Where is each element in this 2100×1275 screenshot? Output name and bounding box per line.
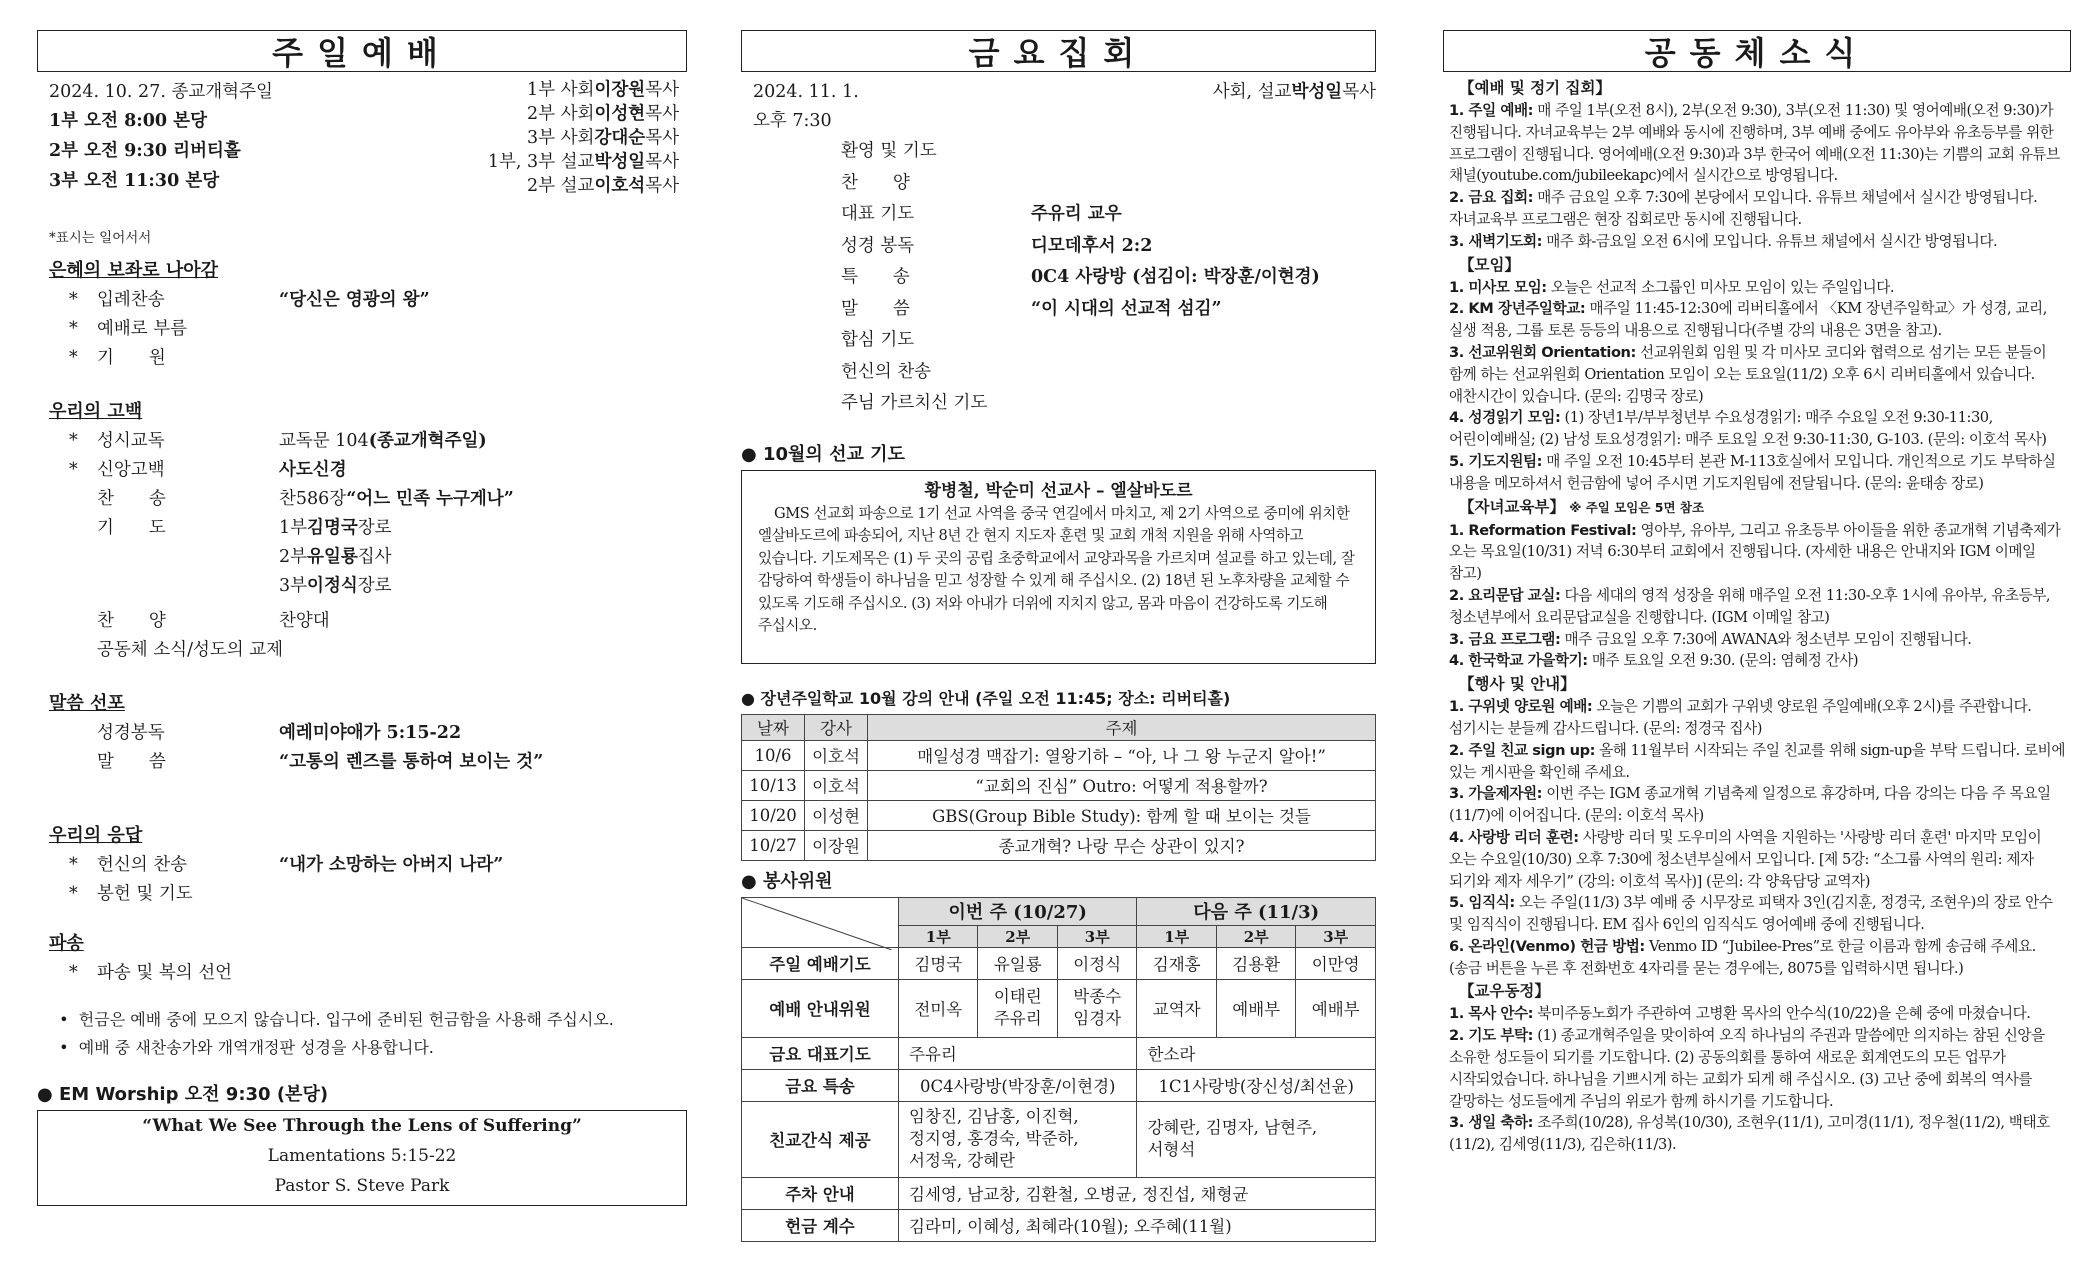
table-row: 친교간식 제공 임창진, 김남홍, 이진혁, 정지영, 홍경숙, 박준하, 서정욱, 강혜란 강혜란, 김명자, 남현주, 서형석 — [742, 1101, 1376, 1177]
notes — [49, 1006, 687, 1062]
news-item: 4. 성경읽기 모임: (1) 장년1부/부부청년부 수요성경읽기: 매주 수요일 오전 9:30-11:30, 어린이예배실; (2) 남성 토요성경읽기: 매주 토요일 오전 9:30-11:30, G-103. (문의: 이호석 목사) — [1449, 409, 2047, 449]
section-heading: 우리의 응답 — [49, 825, 143, 846]
news-item: 3. 생일 축하: 조주희(10/28), 유성복(10/30), 조현우(11/1), 고미경(11/1), 정우철(11/2), 백태호(11/2), 김세영(11/3), 김은하(11/3). — [1449, 1114, 2050, 1154]
officiant: 2부 사회 이성현 목사 — [527, 104, 679, 124]
order-item: 특 송 0C4 사랑방 (섬김이: 박장훈/이현경) — [841, 267, 1320, 287]
table-row: 10/6 이호석 매일성경 맥잡기: 열왕기하 – “아, 나 그 왕 누군지 알아!” — [742, 740, 1376, 770]
service-title: ● 봉사위원 — [741, 870, 833, 892]
news-section-heading: 【모임】 — [1459, 255, 1520, 274]
order-item: * 성시교독 교독문 104 (종교개혁주일) — [69, 431, 487, 451]
table-row: 헌금 계수 김라미, 이혜성, 최혜라(10월); 오주혜(11월) — [742, 1209, 1376, 1241]
service-times — [49, 78, 273, 196]
order-item: * 기 원 — [69, 348, 166, 368]
news-item: 3. 가을제자원: 이번 주는 IGM 종교개혁 기념축제 일정으로 휴강하며, 다음 강의는 다음 주 목요일(11/7)에 이어집니다. (문의: 이호석 목사) — [1449, 785, 2051, 825]
service-3: 3부 오전 11:30 본당 — [49, 171, 220, 191]
missionary-name: 황병철, 박순미 선교사 – 엘살바도르 — [924, 480, 1193, 501]
section-heading: 우리의 고백 — [49, 401, 143, 422]
news-item: 1. 목사 안수: 북미주동노회가 주관하여 고병환 목사의 안수식(10/22)을 은혜 중에 마쳤습니다. — [1449, 1005, 2031, 1023]
table-row: 10/20 이성현 GBS(Group Bible Study): 함께 할 때 보이는 것들 — [742, 800, 1376, 830]
order-item: * 헌신의 찬송 “내가 소망하는 아버지 나라” — [69, 855, 504, 875]
friday-column — [741, 30, 1376, 1242]
col-header: 강사 — [805, 714, 868, 740]
sunday-date: 2024. 10. 27. 종교개혁주일 — [49, 82, 273, 102]
officiant: 3부 사회 강대순 목사 — [527, 128, 679, 148]
order-item: 찬 양 찬양대 — [97, 611, 330, 631]
col-header: 주제 — [868, 714, 1376, 740]
friday-order — [741, 136, 1376, 420]
friday-datetime — [753, 78, 859, 136]
news-item: 1. 미사모 모임: 오늘은 선교적 소그룹인 미사모 모임이 있는 주일입니다. — [1449, 278, 1895, 296]
news-item: 1. 구위넷 양로원 예배: 오늘은 기쁨의 교회가 구위넷 양로원 주일예배(오후 2시)를 주관합니다. 섬기시는 분들께 감사드립니다. (문의: 정경국 집사) — [1449, 698, 2032, 737]
table-row: 주차 안내 김세영, 남교창, 김환철, 오병균, 정진섭, 채형균 — [742, 1177, 1376, 1209]
table-row: 금요 특송 0C4사랑방(박장훈/이현경) 1C1사랑방(장신성/최선윤) — [742, 1069, 1376, 1101]
news-item: 2. 주일 친교 sign up: 올해 11월부터 시작되는 주일 친교를 위해 sign-up을 부탁 드립니다. 로비에 있는 게시판을 확인해 주세요. — [1449, 741, 2065, 781]
friday-title: 금요집회 — [741, 30, 1376, 72]
sunday-title: 주일예배 — [37, 30, 687, 72]
next-week-header: 다음 주 (11/3) — [1137, 897, 1376, 925]
order-item: 대표 기도 주유리 교우 — [841, 204, 1122, 224]
news-item: 3. 새벽기도회: 매주 화-금요일 오전 6시에 모입니다. 유튜브 채널에서 실시간 방영됩니다. — [1449, 232, 1998, 250]
order-item: 말 씀 “이 시대의 선교적 섬김” — [841, 298, 1222, 319]
news-item: 1. 주일 예배: 매 주일 1부(오전 8시), 2부(오전 9:30), 3부(오전 11:30) 및 영어예배(오전 9:30)가 진행됩니다. 자녀교육부는 2부 예배와 동시에 진행하며, 3부 예배 중에도 유아부와 유초등부를 위한 프로그램이 진행됩니다. 영어예배(오전 9:30)과 3부 한국어 예배(오전 11:30)는 기쁨의 교회 유튜브 채널(youtube.com/jubileekapc)에서 실시간으로 방영됩니다. — [1449, 102, 2060, 185]
news-body — [1443, 72, 2071, 1156]
order-item: 주님 가르치신 기도 — [841, 393, 988, 413]
col-header: 날짜 — [742, 714, 805, 740]
news-item: 4. 한국학교 가을학기: 매주 토요일 오전 9:30. (문의: 염혜정 간사) — [1449, 652, 1859, 670]
table-row: 10/27 이장원 종교개혁? 나랑 무슨 상관이 있지? — [742, 830, 1376, 860]
news-title: 공동체소식 — [1443, 30, 2071, 72]
order-item: 공동체 소식/성도의 교제 — [97, 640, 284, 660]
school-table — [741, 714, 1376, 861]
section-heading: 은혜의 보좌로 나아감 — [49, 260, 219, 281]
order-item: * 신앙고백 사도신경 — [69, 460, 347, 480]
order-item: * 예배로 부름 — [69, 319, 188, 339]
order-item: 성경봉독 예레미야애가 5:15-22 — [97, 723, 462, 743]
news-item: 2. KM 장년주일학교: 매주일 11:45-12:30에 리버티홀에서 〈KM 장년주일학교〉가 성경, 교리, 실생 적용, 그룹 토론 등등의 내용으로 진행됩니다(주별 강의 내용은 3면을 참고). — [1449, 300, 2047, 340]
order-item: 2부 유일룡 집사 — [279, 547, 392, 567]
friday-date: 2024. 11. 1. — [753, 82, 859, 102]
em-scripture: Lamentations 5:15-22 — [267, 1146, 457, 1166]
mission-box — [741, 470, 1376, 664]
mission-text: GMS 선교회 파송으로 1기 선교 사역을 중국 연길에서 마치고, 제 2기 사역으로 중미에 위치한 엘살바도르에 파송되어, 지난 8년 간 현지 지도자 훈련 및 교회 개척 지원을 위해 사역하고 있습니다. 기도제목은 (1) 두 곳의 공립 초중학교에서 교양과목을 가르치며 설교를 하고 있는데, 잘 감당하여 학생들이 하나님을 믿고 성장할 수 있게 해 주십시오. (2) 18년 된 노후차량을 교체할 수 있도록 기도해 주십시오. (3) 저와 아내가 더위에 지치지 않고, 몸과 마음이 건강하도록 기도해 주십시오. — [758, 504, 1355, 634]
order-item: 합심 기도 — [841, 330, 915, 350]
em-worship-box — [37, 1110, 687, 1206]
section-heading: 말씀 선포 — [49, 693, 125, 714]
officiant: 1부 사회 이장원 목사 — [527, 80, 679, 100]
section-heading: 파송 — [49, 933, 84, 954]
service-table: 이번 주 (10/27) 다음 주 (11/3) 1부 2부 3부 1부 2부 3부 주일 예배기도 김명국 유일룡 이정식 김재홍 김용환 이만영 예배 안내위원 전미옥 이태린 주유리 박종수 임경자 교역자 예배부 예배부 금요 대표기도 주유리 한소라 금요 특송 0C4사랑방(박장훈/이현경) 1C1사랑방(장신성/최선윤) 친교간식 제공 임창진, 김남홍, 이진혁, 정지영, 홍경숙, 박준하, 서정욱, 강혜란 강혜란, 김명자, 남현주, 서형석 주차 안내 김세영, 남교창, 김환철, 오병균, 정진섭, 채형균 헌금 계수 김라미, 이혜성, 최혜라(10월); 오주혜(11월) — [741, 897, 1376, 1242]
news-item: 5. 기도지원팀: 매 주일 오전 10:45부터 본관 M-113호실에서 모입니다. 개인적으로 기도 부탁하실 내용을 메모하셔서 헌금함에 넣어 주시면 기도지원팀에 전달됩니다. (문의: 윤태송 장로) — [1449, 452, 2056, 492]
news-column — [1443, 30, 2071, 1156]
order-item: 찬 양 — [841, 172, 910, 193]
news-item: 3. 선교위원회 Orientation: 선교위원회 임원 및 각 미사모 코디와 협력으로 섬기는 모든 분들이 함께 하는 선교위원회 Orientation 모임이 오는 토요일(11/2) 오후 6시 리버티홀에서 있습니다. 애찬시간이 있습니다. (문의: 김명국 장로) — [1449, 343, 2047, 405]
table-row: 예배 안내위원 전미옥 이태린 주유리 박종수 임경자 교역자 예배부 예배부 — [742, 979, 1376, 1037]
standing-note: *표시는 일어서서 — [49, 230, 152, 246]
news-item: 3. 금요 프로그램: 매주 금요일 오후 7:30에 AWANA와 청소년부 모임이 진행됩니다. — [1449, 630, 1972, 648]
table-row: 10/13 이호석 “교회의 진심” Outro: 어떻게 적용할까? — [742, 770, 1376, 800]
order-item: 찬 송 찬586장 “어느 민족 누구게나” — [97, 489, 514, 509]
officiant: 1부, 3부 설교 박성일 목사 — [487, 152, 679, 172]
mission-title: ● 10월의 선교 기도 — [741, 443, 905, 465]
school-title: ● 장년주일학교 10월 강의 안내 (주일 오전 11:45; 장소: 리버티홀) — [741, 688, 1231, 708]
news-item: 6. 온라인(Venmo) 헌금 방법: Venmo ID “Jubilee-Pres”로 한글 이름과 함께 송금해 주세요. (송금 버튼을 누른 후 전화번호 4자리를 묻는 경우에는, 8075를 입력하시면 됩니다.) — [1449, 937, 2036, 977]
service-1: 1부 오전 8:00 본당 — [49, 111, 207, 131]
this-week-header: 이번 주 (10/27) — [899, 897, 1137, 925]
table-row: 금요 대표기도 주유리 한소라 — [742, 1037, 1376, 1069]
corner-cell — [742, 897, 899, 947]
order-item: 환영 및 기도 — [841, 141, 937, 161]
news-section-heading: 【행사 및 안내】 — [1459, 675, 1576, 694]
note-item: • 예배 중 새찬송가와 개역개정판 성경을 사용합니다. — [49, 1038, 434, 1057]
officiants — [488, 78, 679, 198]
news-item: 2. 금요 집회: 매주 금요일 오후 7:30에 본당에서 모입니다. 유튜브 채널에서 실시간 방영됩니다. 자녀교육부 프로그램은 현장 집회로만 동시에 진행됩니다. — [1449, 189, 2038, 228]
service-2: 2부 오전 9:30 리버티홀 — [49, 141, 241, 161]
friday-leader: 사회, 설교 박성일 목사 — [1212, 82, 1376, 102]
news-item: 4. 사랑방 리더 훈련: 사랑방 리더 및 도우미의 사역을 지원하는 '사랑방 리더 훈련' 마지막 모임이 오는 수요일(10/30) 오후 7:30에 청소년부실에서 모입니다. [제 5강: “소그룹 사역의 원리: 제자 되기와 제자 세우기” (강의: 이호석 목사)] (문의: 각 양육담당 교역자) — [1449, 828, 2042, 890]
sunday-column — [37, 30, 687, 1206]
order-item: 말 씀 “고통의 렌즈를 통하여 보이는 것” — [97, 752, 544, 772]
news-item: 1. Reformation Festival: 영아부, 유아부, 그리고 유초등부 아이들을 위한 종교개혁 기념축제가 오는 목요일(10/31) 저녁 6:30부터 교회에서 진행됩니다. (자세한 내용은 안내지와 IGM 이메일 참고) — [1449, 521, 2061, 583]
officiant: 2부 설교 이호석 목사 — [527, 176, 679, 196]
news-item: 2. 요리문답 교실: 다음 세대의 영적 성장을 위해 매주일 오전 11:30-오후 1시에 유아부, 유초등부, 청소년부에서 요리문답교실을 진행합니다. (IGM 이메일 참고) — [1449, 586, 2051, 626]
order-item: * 파송 및 복의 선언 — [69, 963, 233, 983]
order-item: * 입례찬송 “당신은 영광의 왕” — [69, 290, 430, 310]
news-section-note: ※ 주일 모임은 5면 참조 — [1564, 499, 1705, 515]
em-pastor: Pastor S. Steve Park — [274, 1176, 450, 1196]
order-item: 기 도 1부 김명국 장로 — [97, 518, 392, 538]
table-row: 주일 예배기도 김명국 유일룡 이정식 김재홍 김용환 이만영 — [742, 947, 1376, 979]
order-item: * 봉헌 및 기도 — [69, 884, 193, 904]
news-item: 5. 임직식: 오는 주일(11/3) 3부 예배 중 시무장로 피택자 3인(김지훈, 정경국, 조현우)의 장로 안수 및 임직식이 진행됩니다. EM 집사 6인의 임직식도 영어예배 중에 진행됩니다. — [1449, 894, 2053, 934]
em-worship-title: ● EM Worship 오전 9:30 (본당) — [37, 1084, 329, 1105]
order-item: 성경 봉독 디모데후서 2:2 — [841, 235, 1153, 256]
news-section-heading: 【교우동정】 — [1459, 982, 1550, 1001]
note-item: • 헌금은 예배 중에 모으지 않습니다. 입구에 준비된 헌금함을 사용해 주십시오. — [49, 1010, 614, 1029]
news-section-heading: 【자녀교육부】 ※ 주일 모임은 5면 참조 — [1459, 497, 1705, 516]
order-item: 헌신의 찬송 — [841, 361, 932, 382]
order-item: 3부 이정식 장로 — [279, 576, 392, 596]
news-section-heading: 【예배 및 정기 집회】 — [1459, 79, 1612, 97]
em-sermon-title: “What We See Through the Lens of Suffering” — [142, 1116, 582, 1136]
friday-time: 오후 7:30 — [753, 111, 832, 131]
news-item: 2. 기도 부탁: (1) 종교개혁주일을 맞이하여 오직 하나님의 주권과 말씀에만 의지하는 참된 신앙을 소유한 성도들이 되기를 기도합니다. (2) 공동의회를 통하여 새로운 회계연도의 모든 업무가 시작되었습니다. 하나님을 기쁘시게 하는 교회가 되게 해 주십시오. (3) 고난 중에 회복의 역사를 갈망하는 성도들에게 주님의 위로가 함께 하시기를 기도합니다. — [1449, 1027, 2045, 1110]
